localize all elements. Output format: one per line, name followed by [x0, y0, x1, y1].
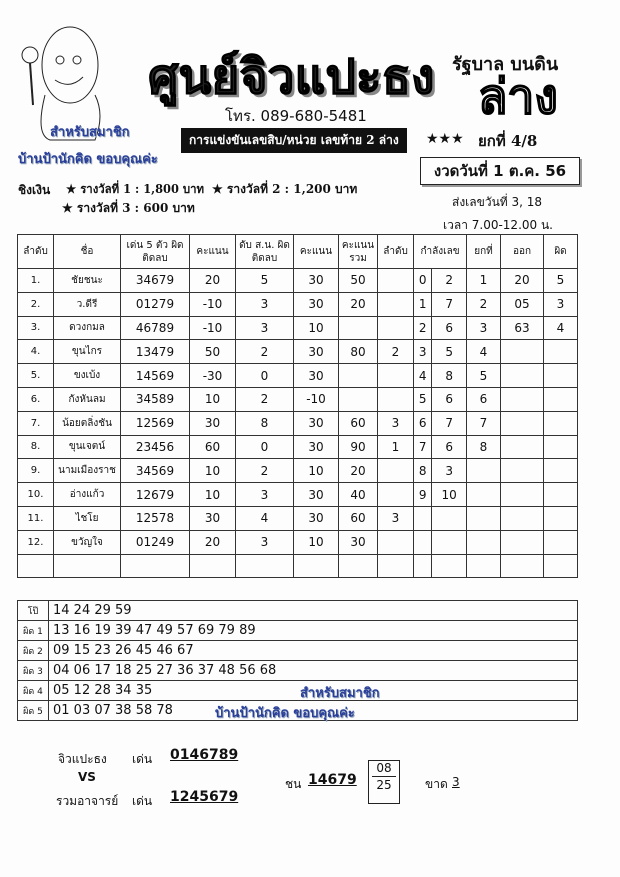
table-row — [18, 364, 578, 388]
table-cell: 30 — [294, 483, 339, 507]
table-cell: 1 — [414, 292, 432, 316]
table-row — [18, 411, 578, 435]
table-cell: 12679 — [121, 483, 190, 507]
table-cell — [544, 506, 578, 530]
table-cell: ขุนไกร — [54, 340, 121, 364]
table-row — [18, 387, 578, 411]
table-cell: 6 — [432, 316, 467, 340]
table-cell: 11. — [18, 506, 54, 530]
team1-lead-label: เด่น — [132, 752, 153, 766]
score-table — [17, 234, 578, 578]
column-header: ผิด — [544, 235, 578, 269]
table-cell: 30 — [294, 340, 339, 364]
table-cell: 23456 — [121, 435, 190, 459]
table-cell: 30 — [294, 364, 339, 388]
number-group-values: 05 12 28 34 35 — [49, 681, 578, 701]
table-cell: 4. — [18, 340, 54, 364]
column-header: ลำดับ — [378, 235, 414, 269]
table-cell — [378, 364, 414, 388]
table-cell: ว.ดีรี — [54, 292, 121, 316]
table-cell: 80 — [339, 340, 378, 364]
table-cell — [501, 435, 544, 459]
table-cell — [414, 554, 432, 578]
table-cell — [501, 554, 544, 578]
table-cell: 10 — [294, 316, 339, 340]
table-cell: 20 — [190, 530, 236, 554]
table-cell — [236, 554, 294, 578]
column-header: ลำดับ — [18, 235, 54, 269]
star-icons: ★★★ — [426, 131, 464, 147]
table-cell: 1. — [18, 269, 54, 293]
number-group-row — [18, 621, 578, 641]
table-cell: 34589 — [121, 387, 190, 411]
team2-name: รวมอาจารย์ — [56, 794, 119, 808]
table-cell: 4 — [414, 364, 432, 388]
table-cell — [467, 554, 501, 578]
table-cell — [501, 483, 544, 507]
table-cell: 8 — [236, 411, 294, 435]
win-label: ชน — [285, 777, 302, 791]
number-group-label: ผิด 3 — [18, 661, 49, 681]
watermark-thanks-2: บ้านป้านักคิด ขอบคุณค่ะ — [215, 706, 355, 721]
table-cell: 40 — [339, 483, 378, 507]
table-cell — [378, 269, 414, 293]
table-cell: 30 — [190, 506, 236, 530]
number-group-values: 09 15 23 26 45 46 67 — [49, 641, 578, 661]
short-number: 3 — [452, 775, 460, 789]
table-cell: 60 — [339, 411, 378, 435]
table-cell: 5 — [544, 269, 578, 293]
table-cell: 0 — [236, 364, 294, 388]
vs-label: VS — [78, 770, 96, 784]
table-cell: 2 — [467, 292, 501, 316]
table-cell — [339, 387, 378, 411]
table-cell: 1 — [467, 269, 501, 293]
table-row — [18, 530, 578, 554]
table-cell: -30 — [190, 364, 236, 388]
table-cell — [378, 554, 414, 578]
watermark-thanks: บ้านป้านักคิด ขอบคุณค่ะ — [18, 152, 158, 167]
table-cell: 6 — [432, 435, 467, 459]
table-cell — [414, 530, 432, 554]
table-cell: 30 — [339, 530, 378, 554]
table-cell: 7 — [467, 411, 501, 435]
table-cell: 7. — [18, 411, 54, 435]
table-cell — [378, 292, 414, 316]
table-cell: 01279 — [121, 292, 190, 316]
table-cell: 01249 — [121, 530, 190, 554]
number-group-label: ผิด 2 — [18, 641, 49, 661]
column-header: ยกที่ — [467, 235, 501, 269]
number-group-values: 04 06 17 18 25 27 36 37 48 56 68 — [49, 661, 578, 681]
table-cell — [190, 554, 236, 578]
column-header: เด่น 5 ตัว ผิดติดลบ — [121, 235, 190, 269]
table-cell — [378, 316, 414, 340]
table-cell: 60 — [339, 506, 378, 530]
table-cell: 30 — [294, 435, 339, 459]
table-cell: 3 — [414, 340, 432, 364]
table-cell — [544, 435, 578, 459]
table-cell — [501, 506, 544, 530]
lower-label: ล่าง — [478, 69, 558, 125]
table-cell — [54, 554, 121, 578]
table-cell — [467, 530, 501, 554]
table-cell: 3 — [236, 316, 294, 340]
table-cell: อ่างแก้ว — [54, 483, 121, 507]
table-cell: 8. — [18, 435, 54, 459]
fraction-bottom: 25 — [376, 778, 392, 792]
table-cell: 3 — [432, 459, 467, 483]
table-cell: น้อยตลิ่งชัน — [54, 411, 121, 435]
prize-2: ★ รางวัลที่ 2 : 1,200 บาท — [212, 182, 358, 196]
table-cell: 5 — [236, 269, 294, 293]
table-cell: 1 — [378, 435, 414, 459]
table-cell: 3 — [467, 316, 501, 340]
table-row — [18, 483, 578, 507]
table-cell: 3 — [544, 292, 578, 316]
table-cell — [501, 340, 544, 364]
table-row — [18, 435, 578, 459]
short-label: ขาด — [425, 777, 448, 791]
table-row — [18, 554, 578, 578]
table-cell: 30 — [190, 411, 236, 435]
column-header: ดับ ส.น. ผิดติดลบ — [236, 235, 294, 269]
number-group-label: ผิด 5 — [18, 701, 49, 721]
table-cell: 4 — [467, 340, 501, 364]
table-cell: 2 — [236, 459, 294, 483]
table-cell: 7 — [414, 435, 432, 459]
table-cell: 14569 — [121, 364, 190, 388]
table-cell — [339, 554, 378, 578]
table-cell — [501, 459, 544, 483]
table-cell: 0 — [236, 435, 294, 459]
table-cell: -10 — [190, 316, 236, 340]
team1-name: จิวแปะธง — [58, 752, 107, 766]
table-cell — [467, 483, 501, 507]
table-cell: 20 — [339, 459, 378, 483]
draw-date-box: งวดวันที่ 1 ต.ค. 56 — [420, 157, 580, 185]
table-cell: 20 — [339, 292, 378, 316]
table-cell: 10 — [294, 459, 339, 483]
table-cell — [18, 554, 54, 578]
page-title: ศูนย์จิวแปะธง — [148, 49, 435, 105]
table-cell — [121, 554, 190, 578]
table-cell: 8 — [414, 459, 432, 483]
table-cell: 30 — [294, 269, 339, 293]
table-cell: 50 — [339, 269, 378, 293]
table-cell — [544, 554, 578, 578]
table-cell: 2. — [18, 292, 54, 316]
table-cell: 20 — [501, 269, 544, 293]
column-header: คะแนน รวม — [339, 235, 378, 269]
table-cell: 3 — [236, 292, 294, 316]
fraction-top: 08 — [376, 761, 392, 775]
table-cell — [432, 554, 467, 578]
team2-lead-label: เด่น — [132, 794, 153, 808]
table-cell: นามเมืองราช — [54, 459, 121, 483]
table-cell: ขุนเจตน์ — [54, 435, 121, 459]
table-row — [18, 340, 578, 364]
table-cell — [294, 554, 339, 578]
table-cell: 50 — [190, 340, 236, 364]
column-header: ออก — [501, 235, 544, 269]
table-row — [18, 269, 578, 293]
table-cell: 8 — [467, 435, 501, 459]
table-cell: 2 — [236, 340, 294, 364]
table-cell: 10. — [18, 483, 54, 507]
table-cell: 2 — [378, 340, 414, 364]
table-cell: 7 — [432, 292, 467, 316]
table-cell: 3 — [378, 506, 414, 530]
table-cell — [432, 530, 467, 554]
send-days: ส่งเลขวันที่ 3, 18 — [452, 195, 543, 209]
table-cell — [501, 364, 544, 388]
table-cell — [544, 530, 578, 554]
phone-number: โทร. 089-680-5481 — [225, 107, 367, 125]
table-cell: -10 — [294, 387, 339, 411]
lottery-type: รัฐบาล บนดิน — [452, 54, 559, 75]
table-cell: 90 — [339, 435, 378, 459]
table-cell: 10 — [294, 530, 339, 554]
table-cell: 5. — [18, 364, 54, 388]
table-cell — [544, 340, 578, 364]
column-header: คะแนน — [294, 235, 339, 269]
table-cell: ชัยชนะ — [54, 269, 121, 293]
table-cell: 10 — [190, 459, 236, 483]
table-row — [18, 316, 578, 340]
number-group-row — [18, 681, 578, 701]
table-cell — [414, 506, 432, 530]
table-cell: 3. — [18, 316, 54, 340]
number-group-values: 01 03 07 38 58 78 — [49, 701, 578, 721]
watermark-members-2: สำหรับสมาชิก — [300, 686, 380, 701]
team2-number: 1245679 — [170, 789, 239, 805]
table-cell — [432, 506, 467, 530]
number-group-label: โป๊ — [18, 601, 49, 621]
table-cell: 7 — [432, 411, 467, 435]
table-cell: 4 — [236, 506, 294, 530]
prize-label: ชิงเงิน — [18, 183, 51, 197]
table-cell: ขงเบ้ง — [54, 364, 121, 388]
table-cell — [378, 387, 414, 411]
table-cell: 10 — [190, 483, 236, 507]
table-cell: 9. — [18, 459, 54, 483]
table-cell: 2 — [432, 269, 467, 293]
table-cell — [544, 483, 578, 507]
table-cell: 60 — [190, 435, 236, 459]
table-cell: 10 — [432, 483, 467, 507]
table-cell: 6 — [467, 387, 501, 411]
team1-number: 0146789 — [170, 747, 239, 763]
table-cell: 5 — [414, 387, 432, 411]
watermark-members: สำหรับสมาชิก — [50, 125, 130, 140]
table-cell: ดวงกมล — [54, 316, 121, 340]
table-cell: 20 — [190, 269, 236, 293]
table-header-row — [18, 235, 578, 269]
table-cell — [378, 459, 414, 483]
table-cell: กังหันลม — [54, 387, 121, 411]
table-cell: 2 — [414, 316, 432, 340]
table-cell: 8 — [432, 364, 467, 388]
table-cell: -10 — [190, 292, 236, 316]
table-cell — [501, 530, 544, 554]
table-cell — [378, 530, 414, 554]
table-row — [18, 459, 578, 483]
table-cell: 34569 — [121, 459, 190, 483]
table-cell: 6 — [432, 387, 467, 411]
table-cell: 4 — [544, 316, 578, 340]
table-cell — [339, 316, 378, 340]
table-cell: 46789 — [121, 316, 190, 340]
table-cell — [501, 411, 544, 435]
prize-3: ★ รางวัลที่ 3 : 600 บาท — [62, 201, 195, 215]
table-cell — [467, 506, 501, 530]
column-header: กำลังเลข — [414, 235, 467, 269]
table-cell — [544, 459, 578, 483]
column-header: ชื่อ — [54, 235, 121, 269]
table-cell: 0 — [414, 269, 432, 293]
score-fraction — [368, 760, 400, 804]
table-cell — [544, 387, 578, 411]
table-cell: ขวัญใจ — [54, 530, 121, 554]
number-group-label: ผิด 4 — [18, 681, 49, 701]
competition-banner: การแข่งขันเลขสิบ/หน่วย เลขท้าย 2 ล่าง — [181, 128, 407, 153]
table-cell — [467, 459, 501, 483]
table-cell — [339, 364, 378, 388]
table-cell: 5 — [467, 364, 501, 388]
number-group-values: 13 16 19 39 47 49 57 69 79 89 — [49, 621, 578, 641]
table-cell: ไชโย — [54, 506, 121, 530]
table-cell: 2 — [236, 387, 294, 411]
table-cell: 30 — [294, 292, 339, 316]
table-cell: 3 — [236, 483, 294, 507]
table-cell: 6 — [414, 411, 432, 435]
table-cell: 3 — [378, 411, 414, 435]
number-group-values: 14 24 29 59 — [49, 601, 578, 621]
table-row — [18, 506, 578, 530]
number-group-row — [18, 601, 578, 621]
number-group-label: ผิด 1 — [18, 621, 49, 641]
win-number: 14679 — [308, 772, 357, 788]
table-cell: 30 — [294, 506, 339, 530]
table-cell: 12. — [18, 530, 54, 554]
table-cell — [378, 483, 414, 507]
table-cell: 13479 — [121, 340, 190, 364]
column-header: คะแนน — [190, 235, 236, 269]
table-cell — [544, 411, 578, 435]
table-cell — [544, 364, 578, 388]
round-label: ยกที่ 4/8 — [478, 132, 538, 150]
table-cell: 9 — [414, 483, 432, 507]
table-cell — [501, 387, 544, 411]
number-group-row — [18, 661, 578, 681]
table-cell: 3 — [236, 530, 294, 554]
table-cell: 6. — [18, 387, 54, 411]
send-time: เวลา 7.00-12.00 น. — [443, 218, 553, 232]
table-cell: 63 — [501, 316, 544, 340]
table-cell: 12569 — [121, 411, 190, 435]
number-group-row — [18, 641, 578, 661]
table-cell: 30 — [294, 411, 339, 435]
table-cell: 12578 — [121, 506, 190, 530]
table-row — [18, 292, 578, 316]
table-cell: 34679 — [121, 269, 190, 293]
prize-1: ★ รางวัลที่ 1 : 1,800 บาท — [66, 182, 205, 196]
table-cell: 05 — [501, 292, 544, 316]
table-cell: 10 — [190, 387, 236, 411]
table-cell: 5 — [432, 340, 467, 364]
